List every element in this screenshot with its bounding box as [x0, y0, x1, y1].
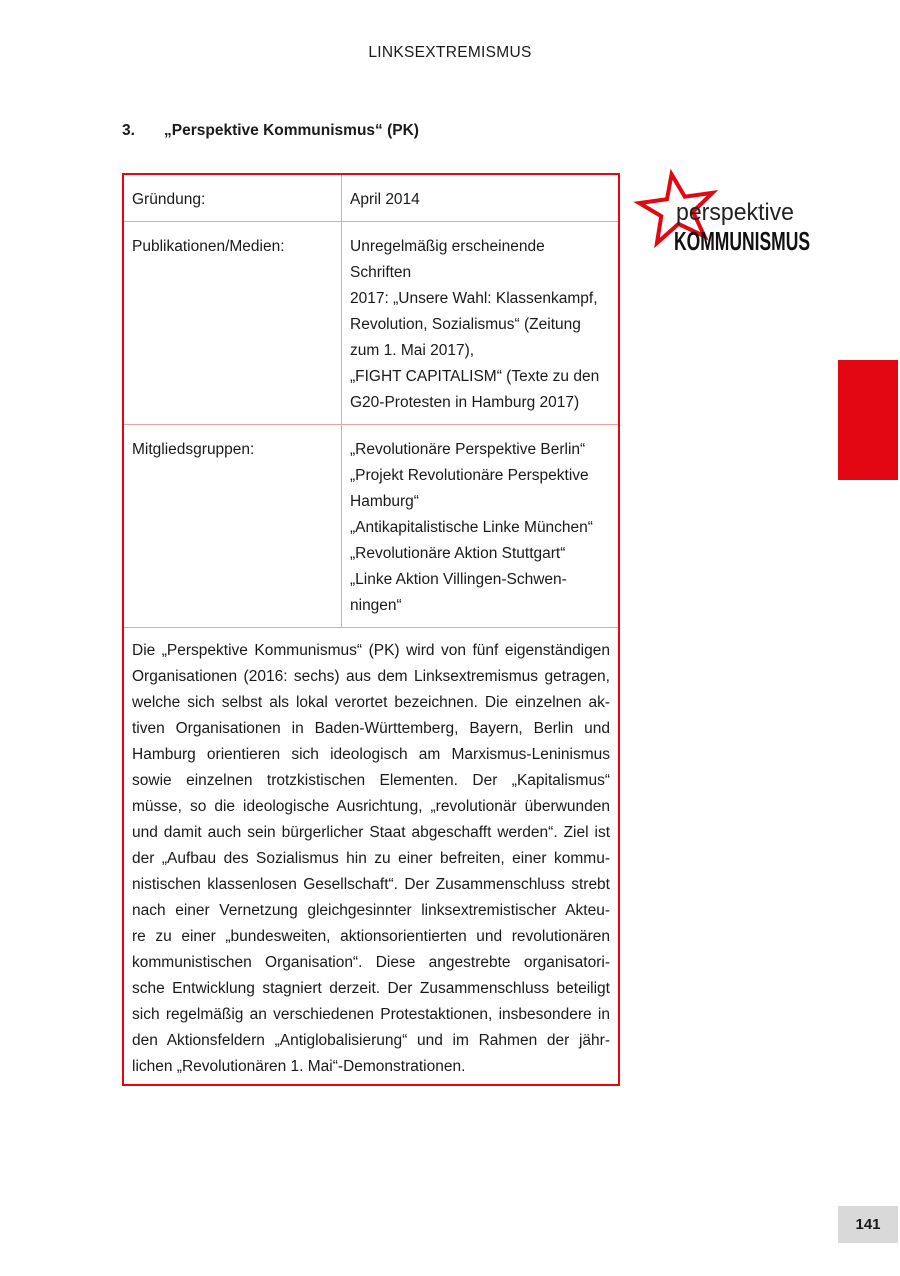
paragraph-line: der „Aufbau des Sozialismus hin zu einer befreiten, einer kommu- [132, 850, 610, 867]
value-line: „Linke Aktion Villingen-Schwen- [350, 571, 567, 588]
value-line: Schriften [350, 264, 412, 281]
paragraph-line: und damit auch sein bürgerlicher Staat abgeschafft werden“. Ziel ist [132, 824, 610, 841]
running-header: LINKSEXTREMISMUS [368, 44, 532, 61]
row-value [342, 222, 618, 424]
row-label: Publikationen/Medien: [124, 222, 342, 424]
paragraph-line: welche sich selbst als lokal verortet bezeichnen. Die einzelnen ak- [132, 694, 610, 711]
paragraph-line: Hamburg orientieren sich ideologisch am Marxismus-Leninismus [132, 746, 610, 763]
logo-line-2: KOMMUNISMUS [674, 226, 810, 256]
table-row [124, 425, 618, 628]
paragraph-line: den Aktionsfeldern „Antiglobalisierung“ und im Rahmen der jähr- [132, 1032, 610, 1049]
value-line: „Projekt Revolutionäre Perspektive [350, 467, 589, 484]
paragraph-line: tiven Organisationen in Baden-Württemberg, Bayern, Berlin und [132, 720, 610, 737]
value-line: „Revolutionäre Aktion Stuttgart“ [350, 545, 566, 562]
section-number: 3. [122, 122, 135, 139]
value-line: Unregelmäßig erscheinende [350, 238, 545, 255]
page-number: 141 [838, 1206, 898, 1243]
value-line: „Antikapitalistische Linke München“ [350, 519, 593, 536]
value-line: „Revolutionäre Perspektive Berlin“ [350, 441, 586, 458]
paragraph-line: sche Entwicklung stagniert derzeit. Der Zusammenschluss beteiligt [132, 980, 610, 997]
value-line: April 2014 [350, 191, 420, 208]
perspektive-kommunismus-logo [638, 168, 816, 268]
paragraph-line: nistischen klassenlosen Gesellschaft“. Der Zusammenschluss strebt [132, 876, 610, 893]
chapter-tab [838, 360, 898, 480]
paragraph-line: re zu einer „bundesweiten, aktionsorientierten und revolutionären [132, 928, 610, 945]
value-line: zum 1. Mai 2017), [350, 342, 475, 359]
row-label: Mitgliedsgruppen: [124, 425, 342, 627]
description-paragraph [124, 628, 618, 1084]
row-value [342, 175, 618, 221]
logo-line-1: perspektive [676, 199, 794, 226]
info-box [122, 173, 620, 1086]
section-title: „Perspektive Kommunismus“ (PK) [164, 122, 419, 139]
value-line: 2017: „Unsere Wahl: Klassenkampf, [350, 290, 598, 307]
row-label: Gründung: [124, 175, 342, 221]
value-line: Revolution, Sozialismus“ (Zeitung [350, 316, 581, 333]
value-line: Hamburg“ [350, 493, 419, 510]
table-row [124, 222, 618, 425]
paragraph-line: Organisationen (2016: sechs) aus dem Linksextremismus getragen, [132, 668, 610, 685]
paragraph-line: Die „Perspektive Kommunismus“ (PK) wird von fünf eigenständigen [132, 642, 610, 659]
paragraph-line: kommunistischen Organisation“. Diese angestrebte organisatori- [132, 954, 610, 971]
section-heading [122, 122, 419, 140]
paragraph-line: nach einer Vernetzung gleichgesinnter linksextremistischer Akteu- [132, 902, 610, 919]
value-line: G20-Protesten in Hamburg 2017) [350, 394, 580, 411]
value-line: „FIGHT CAPITALISM“ (Texte zu den [350, 368, 600, 385]
value-line: ningen“ [350, 597, 402, 614]
paragraph-line: müsse, so die ideologische Ausrichtung, „revolutionär überwunden [132, 798, 610, 815]
paragraph-line: sich regelmäßig an verschiedenen Protestaktionen, insbesondere in [132, 1006, 610, 1023]
paragraph-line: lichen „Revolutionären 1. Mai“-Demonstrationen. [132, 1058, 466, 1075]
row-value [342, 425, 618, 627]
table-row [124, 175, 618, 222]
paragraph-line: sowie einzelnen trotzkistischen Elementen. Der „Kapitalismus“ [132, 772, 610, 789]
